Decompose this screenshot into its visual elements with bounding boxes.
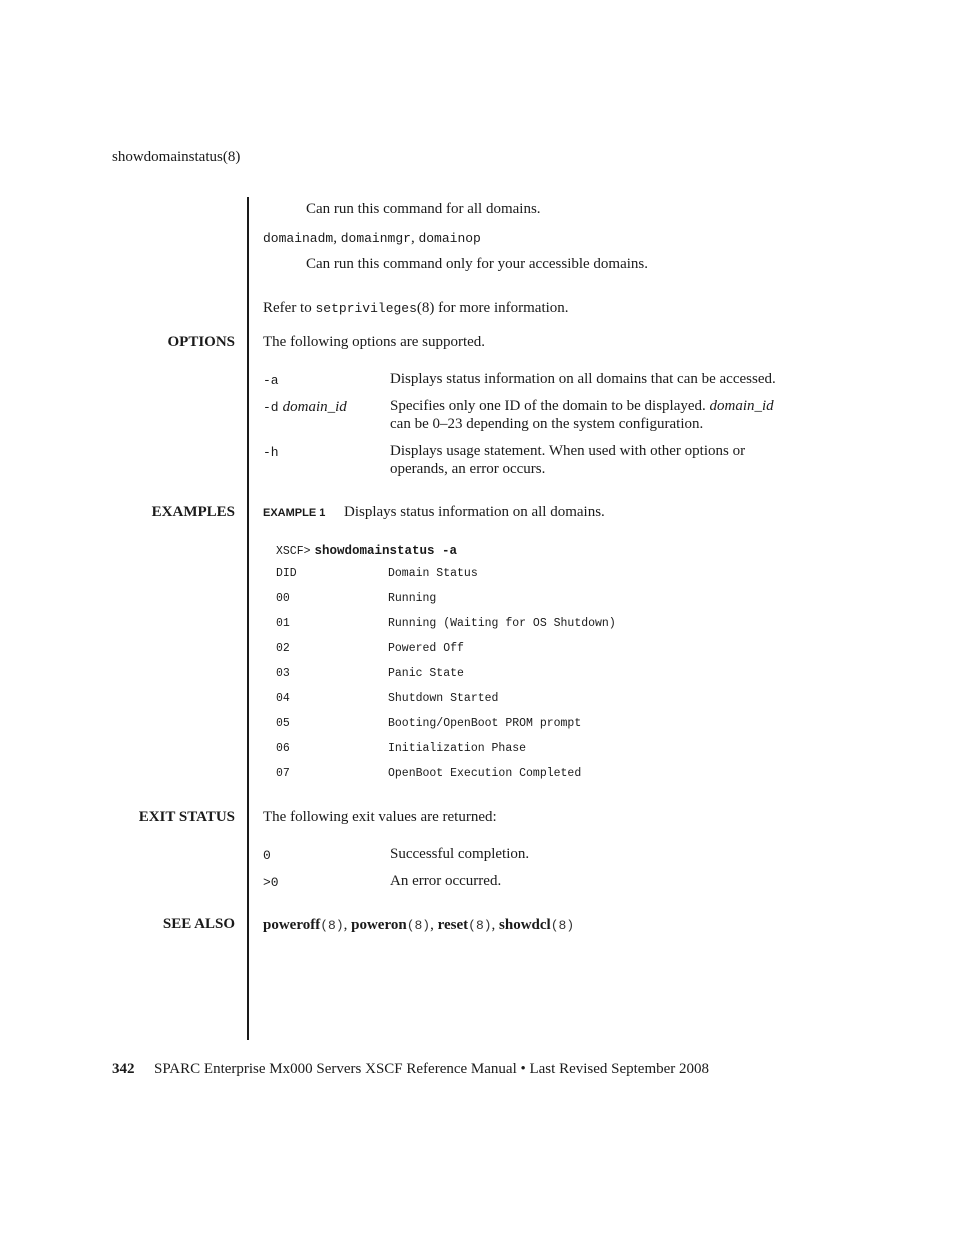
example-command-line	[276, 541, 457, 559]
table-row-did: 01	[276, 617, 290, 630]
exit-value-0: 0	[263, 848, 271, 863]
option-desc-h-line1: Displays usage statement. When used with other options or	[390, 443, 746, 459]
option-flag-d: -d domain_id	[263, 399, 347, 415]
exit-desc-0: Successful completion.	[390, 846, 530, 862]
option-desc-h-line2: operands, an error occurs.	[390, 461, 546, 477]
exit-desc-gt0: An error occurred.	[390, 873, 502, 889]
table-row-status: OpenBoot Execution Completed	[388, 767, 582, 780]
exit-value-gt0: >0	[263, 875, 279, 890]
privilege-all-domains-text: Can run this command for all domains.	[306, 201, 541, 217]
privilege-accessible-domains-text: Can run this command only for your accessible domains.	[306, 256, 649, 272]
table-row-did: 02	[276, 642, 290, 655]
table-row-status: Running (Waiting for OS Shutdown)	[388, 617, 616, 630]
table-header-did: DID	[276, 567, 297, 580]
option-desc-d-line1: Specifies only one ID of the domain to be displayed. domain_id	[390, 398, 774, 414]
table-row-did: 05	[276, 717, 290, 730]
table-row-did: 07	[276, 767, 290, 780]
table-row-status: Panic State	[388, 667, 464, 680]
xscf-prompt: XSCF>	[276, 545, 311, 558]
option-flag-h: -h	[263, 445, 279, 460]
see-also-poweron-link[interactable]: poweron(8)	[351, 917, 431, 933]
see-also-reset-link[interactable]: reset(8)	[437, 917, 492, 933]
examples-heading: EXAMPLES	[151, 504, 235, 520]
table-row-did: 00	[276, 592, 290, 605]
privileges-refer: Refer to setprivileges(8) for more information.	[263, 300, 569, 316]
table-row-status: Running	[388, 592, 437, 605]
exit-status-intro: The following exit values are returned:	[263, 809, 497, 825]
table-row-did: 04	[276, 692, 290, 705]
table-row-status: Powered Off	[388, 642, 464, 655]
see-also-list: poweroff(8), poweron(8), reset(8), showdcl(8)	[263, 917, 575, 933]
footer-text: SPARC Enterprise Mx000 Servers XSCF Reference Manual • Last Revised September 2008	[154, 1061, 710, 1077]
table-row-did: 06	[276, 742, 290, 755]
running-header: showdomainstatus(8)	[112, 149, 241, 165]
exit-status-heading: EXIT STATUS	[138, 809, 235, 825]
option-desc-d-line2: can be 0–23 depending on the system configuration.	[390, 416, 704, 432]
section-rule	[247, 197, 249, 1040]
role-domainadm: domainadm	[263, 231, 334, 246]
page-number: 342	[112, 1061, 135, 1077]
table-row-status: Initialization Phase	[388, 742, 527, 755]
privilege-roles: domainadm, domainmgr, domainop	[263, 230, 481, 246]
option-arg-domain-id: domain_id	[282, 399, 347, 415]
table-row-status: Shutdown Started	[388, 692, 499, 705]
see-also-heading: SEE ALSO	[162, 916, 235, 932]
role-domainmgr: domainmgr	[340, 231, 411, 246]
example-label: EXAMPLE 1	[263, 507, 326, 519]
options-heading: OPTIONS	[167, 334, 235, 350]
see-also-showdcl-link[interactable]: showdcl(8)	[499, 917, 575, 933]
option-flag-a: -a	[263, 373, 279, 388]
table-row-did: 03	[276, 667, 290, 680]
setprivileges-link[interactable]: setprivileges	[315, 301, 417, 316]
example-title: Displays status information on all domains.	[344, 504, 605, 520]
see-also-poweroff-link[interactable]: poweroff(8)	[263, 917, 344, 933]
option-desc-a: Displays status information on all domains that can be accessed.	[390, 371, 776, 387]
role-domainop: domainop	[418, 231, 481, 246]
example-command: showdomainstatus -a	[314, 544, 458, 558]
table-row-status: Booting/OpenBoot PROM prompt	[388, 717, 582, 730]
table-header-status: Domain Status	[388, 567, 478, 580]
options-intro: The following options are supported.	[263, 334, 486, 350]
